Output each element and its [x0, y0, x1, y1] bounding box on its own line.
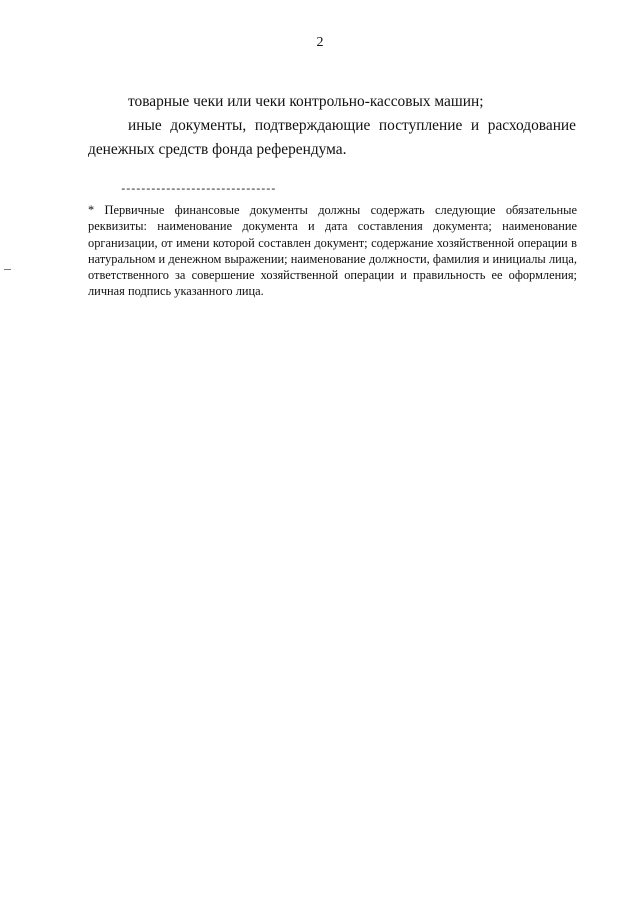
margin-mark: [4, 269, 11, 270]
body-paragraph-other-documents: иные документы, подтверждающие поступление и расходование денежных средств фонда референдума.: [88, 117, 576, 158]
page-number: 2: [316, 35, 324, 50]
body-paragraph-receipts: товарные чеки или чеки контрольно-кассовых машин;: [128, 93, 484, 110]
footnote-text: * Первичные финансовые документы должны содержать следующие обязательные реквизиты: наименование документа и дата составления документа; наименование организации, от имени которой составлен документ; содержание хозяйственной операции в натуральном и денежном выражении; наименование должности, фамилия и инициалы лица, ответственного за совершение хозяйственной операции и правильность ее оформления; личная подпись указанного лица.: [88, 203, 577, 299]
footnote-separator: -------------------------------: [120, 184, 276, 196]
